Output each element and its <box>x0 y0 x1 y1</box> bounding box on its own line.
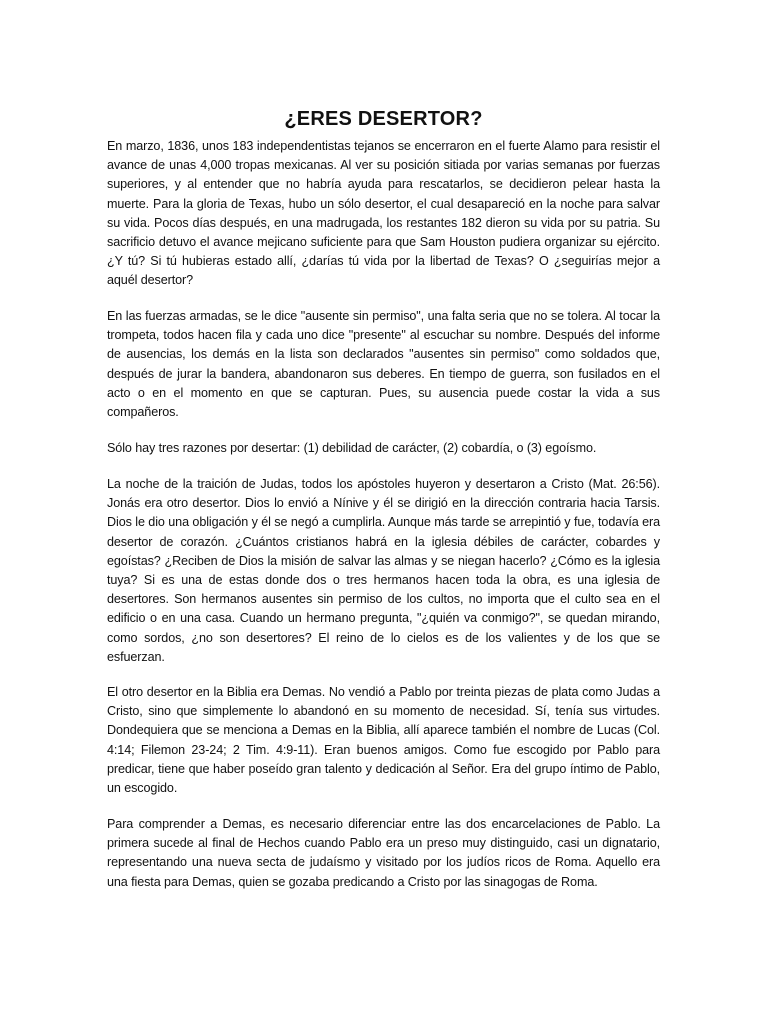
paragraph-alamo: En marzo, 1836, unos 183 independentistas tejanos se encerraron en el fuerte Alamo para resistir el avance de unas 4,000 tropas mexicanas. Al ver su posición sitiada por varias semanas por fuerzas superiores, y al entender que no habría ayuda para rescatarlos, se decidieron pelear hasta la muerte. Para la gloria de Texas, hubo un sólo desertor, el cual desapareció en la noche para salvar su vida. Pocos días después, en una madrugada, los restantes 182 dieron su vida por su patria. Su sacrificio detuvo el avance mejicano suficiente para que Sam Houston pudiera organizar su ejército. ¿Y tú? Si tú hubieras estado allí, ¿darías tú vida por la libertad de Texas? O ¿seguirías mejor a aquél desertor? <box>107 139 660 288</box>
paragraph-encarcelaciones: Para comprender a Demas, es necesario diferenciar entre las dos encarcelaciones de Pablo. La primera sucede al final de Hechos cuando Pablo era un preso muy distinguido, casi un dignatario, representando una nueva secta de judaísmo y visitado por los judíos ricos de Roma. Aquello era una fiesta para Demas, quien se gozaba predicando a Cristo por las sinagogas de Roma. <box>107 817 660 889</box>
paragraph-judas-jonas: La noche de la traición de Judas, todos los apóstoles huyeron y desertaron a Cristo (Mat. 26:56). Jonás era otro desertor. Dios lo envió a Nínive y él se dirigió en la dirección contraria hacia Tarsis. Dios le dio una obligación y él se negó a cumplirla. Aunque más tarde se arrepintió y fue, todavía era desertor de corazón. ¿Cuántos cristianos habrá en la iglesia débiles de carácter, cobardes y egoístas? ¿Reciben de Dios la misión de salvar las almas y se niegan hacerlo? ¿Cómo es la iglesia tuya? Si es una de estas donde dos o tres hermanos hacen toda la obra, es una iglesia de desertores. Son hermanos ausentes sin permiso de los cultos, no importa que el culto sea en el edificio o en una casa. Cuando un hermano pregunta, "¿quién va conmigo?", se quedan mirando, como sordos, ¿no son desertores? El reino de lo cielos es de los valientes y de los que se esfuerzan. <box>107 477 660 664</box>
paragraph-demas: El otro desertor en la Biblia era Demas. No vendió a Pablo por treinta piezas de plata como Judas a Cristo, sino que simplemente lo abandonó en su momento de necesidad. Sí, tenía sus virtudes. Dondequiera que se menciona a Demas en la Biblia, allí aparece también el nombre de Lucas (Col. 4:14; Filemon 23-24; 2 Tim. 4:9-11). Eran buenos amigos. Como fue escogido por Pablo para predicar, tiene que haber poseído gran talento y dedicación al Señor. Era del grupo íntimo de Pablo, un escogido. <box>107 685 660 796</box>
paragraph-tres-razones: Sólo hay tres razones por desertar: (1) debilidad de carácter, (2) cobardía, o (3) egoísmo. <box>107 441 597 455</box>
document-title: ¿ERES DESERTOR? <box>284 108 483 131</box>
paragraph-fuerzas-armadas: En las fuerzas armadas, se le dice "ausente sin permiso", una falta seria que no se tolera. Al tocar la trompeta, todos hacen fila y cada uno dice "presente" al escuchar su nombre. Después del informe de ausencias, los demás en la lista son declarados "ausentes sin permiso" como soldados que, después de jurar la bandera, abandonaron sus deberes. En tiempo de guerra, son fusilados en el acto o en el momento en que se capturan. Pues, su ausencia puede costar la vida a sus compañeros. <box>107 309 660 420</box>
